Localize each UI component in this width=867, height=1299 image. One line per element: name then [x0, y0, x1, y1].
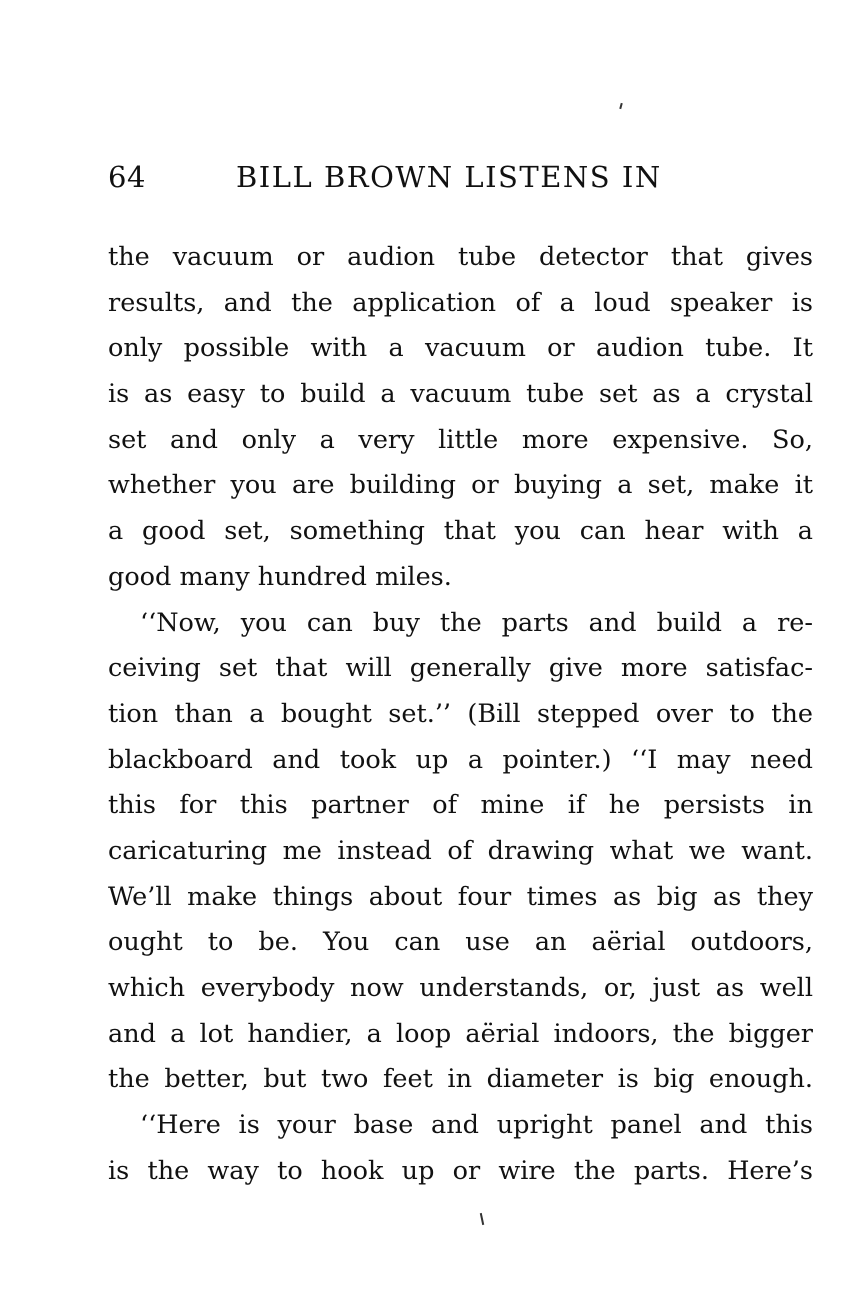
text-line: caricaturing me instead of drawing what we want.	[108, 835, 813, 866]
text-line: is as easy to build a vacuum tube set as a crystal	[108, 379, 813, 410]
text-line: is the way to hook up or wire the parts. Here’s	[108, 1155, 813, 1186]
page-number: 64	[108, 160, 146, 194]
text-line: the vacuum or audion tube detector that gives	[108, 242, 813, 272]
text-line: set and only a very little more expensive. So,	[108, 424, 813, 455]
text-line: blackboard and took up a pointer.) ‘‘I may need	[108, 744, 813, 775]
text-line: ‘‘Now, you can buy the parts and build a re-	[140, 607, 813, 638]
page-header	[108, 160, 813, 200]
text-line: We’ll make things about four times as big as they	[108, 881, 813, 912]
body-text	[108, 235, 813, 1194]
text-line: ceiving set that will generally give more satisfac-	[108, 653, 813, 684]
text-line: whether you are building or buying a set, make it	[108, 470, 813, 501]
text-line: ‘‘Here is your base and upright panel and this	[140, 1110, 813, 1141]
print-speck	[619, 103, 622, 109]
text-line: ought to be. You can use an aërial outdoors,	[108, 927, 813, 958]
text-line: the better, but two feet in diameter is big enough.	[108, 1064, 813, 1095]
text-line: only possible with a vacuum or audion tube. It	[108, 333, 813, 364]
text-line: and a lot handier, a loop aërial indoors, the bigger	[108, 1018, 813, 1049]
text-line: tion than a bought set.’’ (Bill stepped over to the	[108, 698, 813, 729]
text-line: a good set, something that you can hear with a	[108, 516, 813, 547]
print-speck	[480, 1213, 484, 1225]
text-line: good many hundred miles.	[108, 561, 452, 592]
text-line: results, and the application of a loud speaker is	[108, 287, 813, 318]
running-title: BILL BROWN LISTENS IN	[236, 160, 662, 194]
text-line: this for this partner of mine if he persists in	[108, 790, 813, 821]
text-line: which everybody now understands, or, just as well	[108, 973, 813, 1003]
